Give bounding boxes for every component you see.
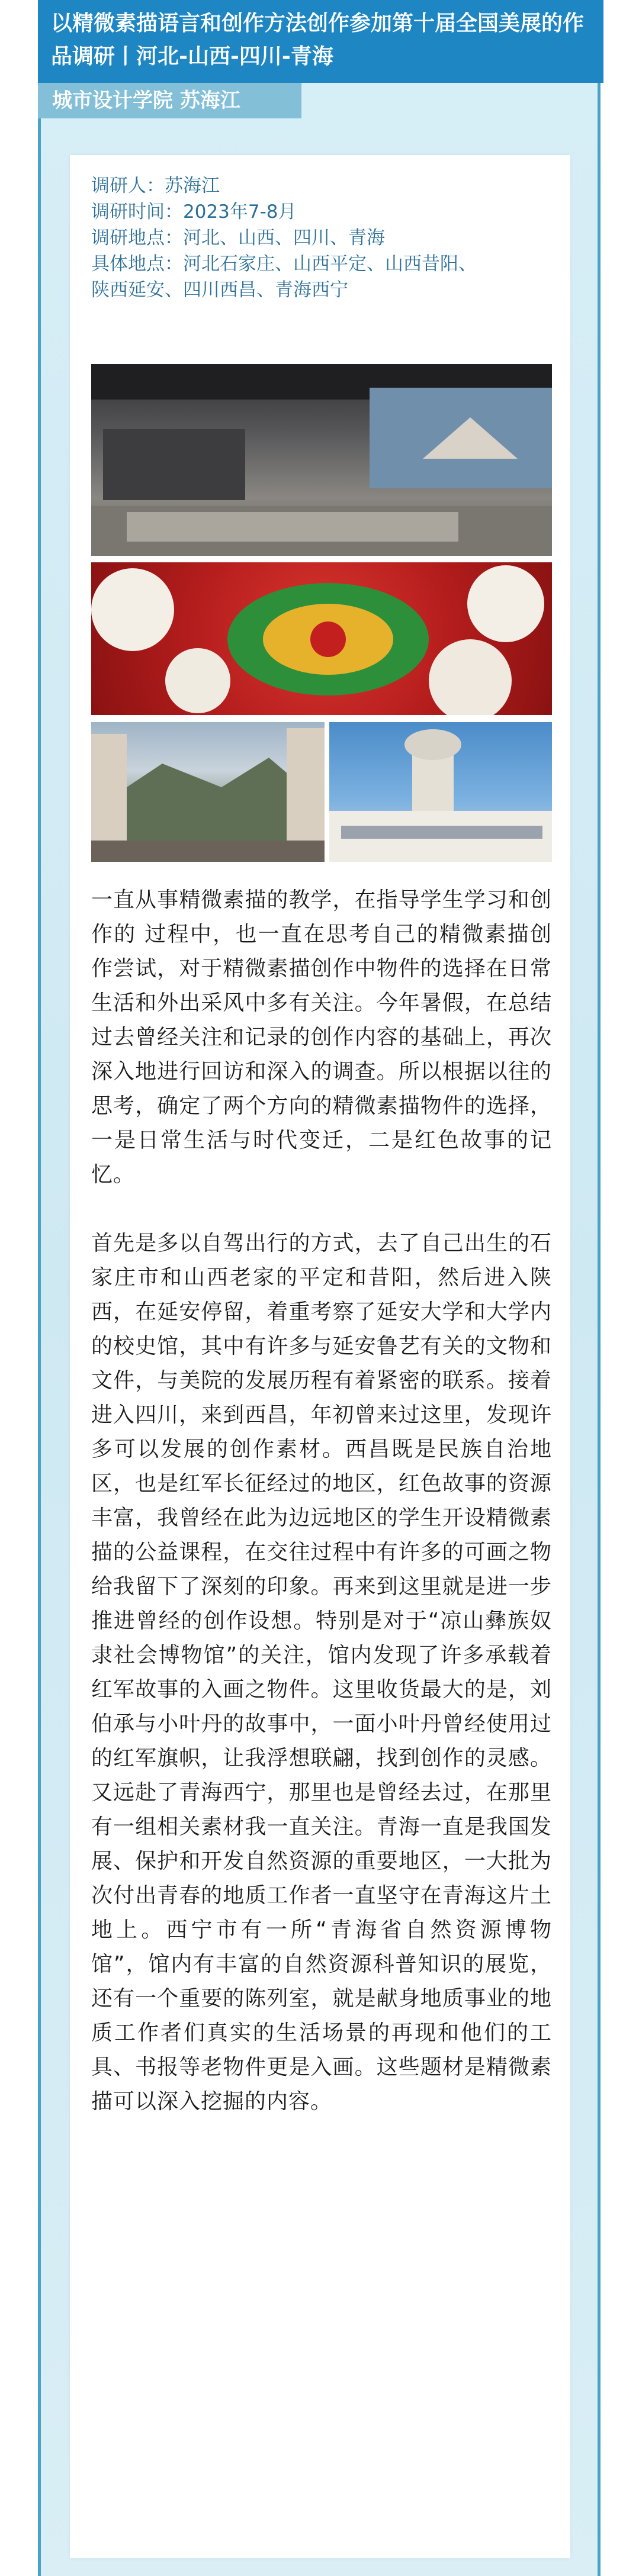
specific-places-line-2: 陕西延安、四川西昌、青海西宁 bbox=[91, 279, 348, 301]
article-card bbox=[70, 155, 570, 2558]
photo-mountain-gate bbox=[91, 722, 325, 862]
survey-time-line: 调研时间：2023年7-8月 bbox=[91, 201, 297, 223]
body-paragraph-1: 一直从事精微素描的教学，在指导学生学习和创作的 过程中，也一直在思考自己的精微素描创作尝试，对于精微素描创作中物件的选择在日常生活和外出采风中多有关注。今年暑假，在总结过去曾经关注和记录的创作内容的基础上，再次深入地进行回访和深入的调查。所以根据以往的思考，确定了两个方向的精微素描物件的选择，一是日常生活与时代变迁，二是红色故事的记忆。 bbox=[91, 888, 552, 1187]
photo-folk-sculptures bbox=[91, 562, 552, 715]
photo-museum-hall bbox=[91, 364, 552, 556]
article-body bbox=[91, 883, 552, 2153]
photo-observation-tower bbox=[329, 722, 552, 862]
author-tag: 城市设计学院 苏海江 bbox=[38, 83, 301, 118]
frame-border-right bbox=[598, 0, 601, 2576]
survey-places-line: 调研地点：河北、山西、四川、青海 bbox=[91, 227, 385, 249]
specific-places-line-1: 具体地点：河北石家庄、山西平定、山西昔阳、 bbox=[91, 253, 477, 275]
frame-border-left bbox=[38, 0, 41, 2576]
survey-info bbox=[91, 173, 553, 303]
body-paragraph-2: 首先是多以自驾出行的方式，去了自己出生的石家庄市和山西老家的平定和昔阳，然后进入陕西，在延安停留，着重考察了延安大学和大学内的校史馆，其中有许多与延安鲁艺有关的文物和文件，与美院的发展历程有着紧密的联系。接着进入四川，来到西昌，年初曾来过这里，发现许多可以发展的创作素材。西昌既是民族自治地区，也是红军长征经过的地区，红色故事的资源丰富，我曾经在此为边远地区的学生开设精微素描的公益课程，在交往过程中有许多的可画之物给我留下了深刻的印象。再来到这里就是进一步推进曾经的创作设想。特别是对于“凉山彝族奴隶社会博物馆”的关注，馆内发现了许多承载着红军故事的入画之物件。这里收货最大的是，刘伯承与小叶丹的故事中，一面小叶丹曾经使用过的红军旗帜，让我浮想联翩，找到创作的灵感。又远赴了青海西宁，那里也是曾经去过，在那里有一组相关素材我一直关注。青海一直是我国发展、保护和开发自然资源的重要地区，一大批为次付出青春的地质工作者一直坚守在青海这片土地上。西宁市有一所“青海省自然资源博物馆”，馆内有丰富的自然资源科普知识的展览，还有一个重要的陈列室，就是献身地质事业的地质工作者们真实的生活场景的再现和他们的工具、书报等老物件更是入画。这些题材是精微素描可以深入挖掘的内容。 bbox=[91, 1231, 552, 2114]
researcher-line: 调研人：苏海江 bbox=[91, 175, 220, 197]
article-title: 以精微素描语言和创作方法创作参加第十届全国美展的作品调研丨河北-山西-四川-青海 bbox=[38, 0, 603, 83]
